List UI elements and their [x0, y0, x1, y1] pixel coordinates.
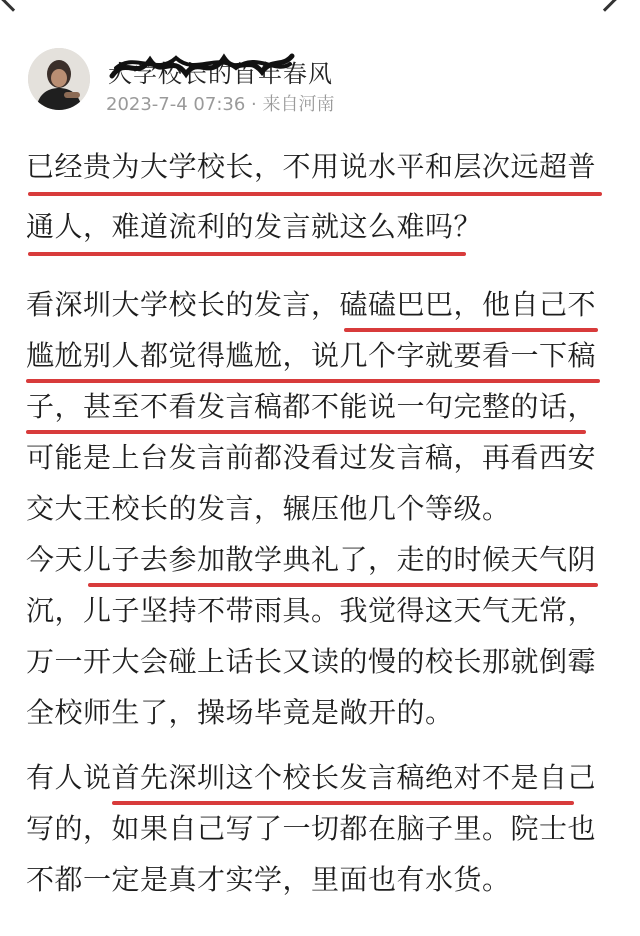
text-line: 万一开大会碰上话长又读的慢的校长那就倒霉	[26, 645, 597, 678]
more-chevron-icon[interactable]	[592, 0, 617, 12]
text-line: 子，甚至不看发言稿都不能说一句完整的话，	[26, 390, 597, 423]
text-line: 可能是上台发言前都没看过发言稿，再看西安	[26, 441, 597, 474]
top-bar	[0, 0, 640, 16]
text-line: 今天儿子去参加散学典礼了，走的时候天气阴	[26, 543, 597, 576]
red-underline	[28, 252, 466, 256]
red-underline	[112, 801, 574, 805]
paragraph-2	[26, 288, 616, 543]
text-line: 全校师生了，操场毕竟是敞开的。	[26, 696, 454, 729]
red-underline	[88, 583, 598, 587]
post-header	[28, 48, 612, 124]
paragraph-4	[26, 761, 616, 914]
post-meta: 2023-7-4 07:36 · 来自河南	[106, 94, 335, 115]
text-line: 尴尬别人都觉得尴尬，说几个字就要看一下稿	[26, 339, 597, 372]
text-line: 有人说首先深圳这个校长发言稿绝对不是自己	[26, 761, 597, 794]
text-line: 交大王校长的发言，辗压他几个等级。	[26, 492, 511, 525]
text-line: 不都一定是真才实学，里面也有水货。	[26, 863, 511, 896]
paragraph-3	[26, 543, 616, 747]
text-line: 写的，如果自己写了一切都在脑子里。院士也	[26, 812, 597, 845]
red-underline	[28, 192, 602, 196]
username[interactable]: 大学校长的首年春风	[108, 60, 333, 88]
redaction-scribble-icon	[106, 46, 296, 86]
back-chevron-icon[interactable]	[0, 0, 25, 12]
post-body	[26, 150, 616, 914]
red-underline	[26, 430, 586, 434]
red-underline	[26, 379, 600, 383]
text-line: 通人，难道流利的发言就这么难吗？	[26, 210, 483, 243]
red-underline	[344, 328, 598, 332]
text-line: 沉，儿子坚持不带雨具。我觉得这天气无常，	[26, 594, 597, 627]
paragraph-1	[26, 150, 616, 270]
avatar[interactable]	[28, 48, 90, 110]
text-line: 看深圳大学校长的发言，磕磕巴巴，他自己不	[26, 288, 597, 321]
avatar-portrait-icon	[28, 48, 90, 110]
text-line: 已经贵为大学校长，不用说水平和层次远超普	[26, 150, 597, 183]
